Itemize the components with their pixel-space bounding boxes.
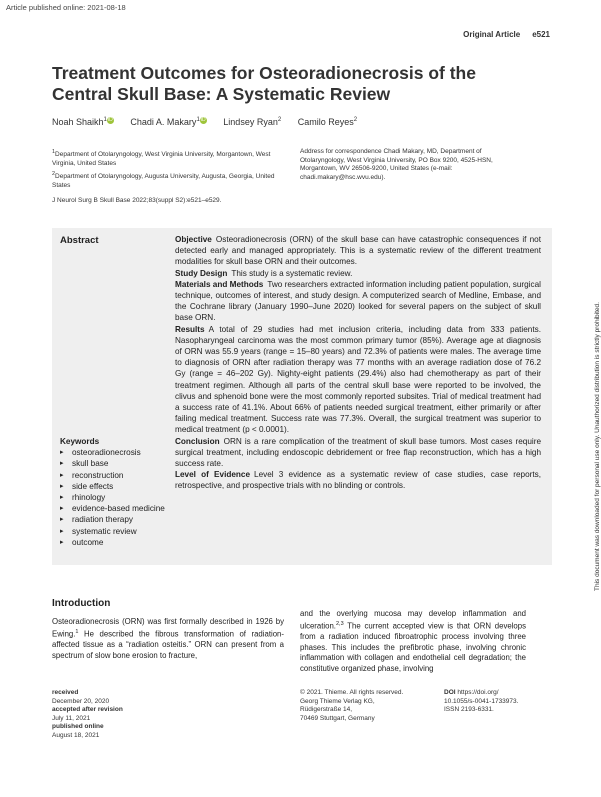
section-label: Level of Evidence (175, 470, 251, 480)
introduction-column-left (52, 617, 284, 661)
section-text: Osteoradionecrosis (ORN) of the skull base can have catastrophic consequences if not detected early and managed appropriately. This is a systematic review of the different treatment modalities for skull base ORN and their outcomes. (175, 235, 541, 267)
accepted-date: July 11, 2021 (52, 714, 91, 722)
journal-citation: J Neurol Surg B Skull Base 2022;83(suppl S2):e521–e529. (52, 197, 222, 204)
keyword[interactable]: ▸ osteoradionecrosis (60, 447, 172, 458)
doi-number[interactable]: 10.1055/s-0041-1733973. (444, 697, 519, 705)
section-text: This study is a systematic review. (231, 268, 353, 278)
reference-mark[interactable]: 1 (75, 629, 79, 636)
affiliation (52, 148, 282, 168)
author-name: Noah Shaikh (52, 117, 104, 127)
abstract-heading: Abstract (60, 235, 99, 246)
body-text: and the overlying mucosa may develop inflammation and ulceration. (300, 609, 526, 631)
abstract-objective (175, 234, 541, 268)
keyword[interactable]: ▸ evidence-based medicine (60, 503, 172, 514)
keyword[interactable]: ▸ systematic review (60, 526, 172, 537)
author[interactable] (52, 117, 114, 127)
received-label: received (52, 689, 79, 696)
section-text: A total of 29 studies had met inclusion criteria, including data from 333 patients. Nasopharyngeal carcinoma was the most common primary tumor (85%). Average age at diagnosis of ORN was 55.9 years (range = 15–80 years) and 72.3% of patients were males. The average time to diagnosis of ORN after radiation therapy was 77 months with an average radiation dose of 76.2 Gy (range = 46–202 Gy). Nighty-eight patients (29.4%) also had chemotherapy as part of their treatment regimen. Although all parts of the central skull base were reported to be involved, the clivus and sphenoid bone were the most commonly reported subsites. Trial of medical treatment had a success rate of 41.1%. About 66% of patients needed surgical treatment, either primarily or after failing medical treatment. Success rate was 77.3%. Overall, the surgical treatment was superior to medical treatment (p < 0.0001). (175, 324, 541, 435)
abstract-conclusion (175, 436, 541, 470)
author-name: Lindsey Ryan (223, 117, 278, 127)
online-label: published online (52, 723, 104, 731)
publisher-street: Rüdigerstraße 14, (300, 706, 353, 714)
body-text: The current accepted view is that ORN develops from a radiation induced fibroatrophic process involving three phases. This includes the prefibrotic phase, involving chronic inflammation with collagen and endothelial cell degradation; the constitutive organized phase, involving (300, 622, 526, 673)
abstract-evidence (175, 469, 541, 491)
correspondence-address: Address for correspondence Chadi Makary, MD, Department of Otolaryngology, West Virginia University, PO Box 9200, 4525-HSN, Morgantown, WV 26506-9200, United States (e-mail: chadi.makary@hsc.wvu.edu). (300, 148, 493, 181)
article-dates (52, 689, 123, 741)
copyright-line: © 2021. Thieme. All rights reserved. (300, 689, 404, 696)
affiliation-mark: 2 (52, 171, 56, 178)
section-label: Conclusion (175, 436, 220, 446)
body-text: He described the fibrous transformation of radiation-affected tissue as a “radiation osteitis.” ORN can present from a spectrum of slow bone erosion to fracture, (52, 630, 284, 660)
doi-url[interactable]: https://doi.org/ (457, 689, 499, 696)
section-text: Level 3 evidence as a systematic review of case studies, case reports, retrospective, and prospective trials with no blinding or controls. (175, 470, 541, 491)
keyword[interactable]: ▸ reconstruction (60, 470, 172, 481)
section-label: Original Article (463, 30, 521, 39)
author-affiliation-mark: 1 (103, 117, 107, 123)
doi-info (444, 689, 518, 715)
author-affiliation-mark: 2 (277, 117, 282, 123)
author[interactable] (223, 117, 281, 127)
author[interactable] (298, 117, 357, 127)
section-label: Study Design (175, 268, 228, 278)
keywords-heading: Keywords (60, 437, 100, 446)
download-notice-text: This document was downloaded for personal use only. Unauthorized distribution is strictly prohibited. (594, 302, 601, 591)
affiliation-text: Department of Otolaryngology, West Virginia University, Morgantown, West Virginia, United States (52, 151, 271, 167)
author-affiliation-mark: 1 (196, 117, 200, 123)
publication-date-banner: Article published online: 2021-08-18 (6, 3, 126, 12)
publisher-info (300, 689, 403, 723)
affiliation (52, 170, 282, 190)
author-name: Camilo Reyes (297, 117, 354, 127)
section-text: Two researchers extracted information including patient population, surgical technique, outcomes of interest, and study design. A computerized search of Medline, Embase, and the Cochrane library (January 1990–June 2020) looked for several papers on the subject of skull base ORN. (175, 279, 541, 323)
affiliation-mark: 1 (52, 149, 56, 155)
abstract-methods (175, 279, 541, 324)
online-date: August 18, 2021 (52, 731, 100, 739)
doi-label: DOI (444, 689, 456, 696)
publisher-city: 70469 Stuttgart, Germany (300, 714, 375, 722)
article-title: Treatment Outcomes for Osteoradionecrosis of the Central Skull Base: A Systematic Review (52, 63, 476, 104)
author-affiliation-mark: 2 (353, 117, 358, 123)
received-date: December 20, 2020 (52, 697, 110, 705)
keyword[interactable]: ▸ rhinology (60, 492, 172, 503)
section-text: ORN is a rare complication of the treatment of skull base tumors. Most cases require surgical treatment, including endoscopic debridement or free flap reconstruction, which has a high success rate. (175, 436, 541, 469)
keywords-panel (60, 436, 172, 548)
abstract-design (175, 268, 541, 279)
keyword[interactable]: ▸ skull base (60, 458, 172, 469)
publisher-name: Georg Thieme Verlag KG, (300, 697, 375, 705)
accepted-label: accepted after revision (52, 706, 123, 714)
author[interactable] (130, 117, 206, 127)
section-label: Objective (175, 235, 212, 244)
keywords-list (60, 447, 172, 548)
abstract-results (175, 324, 541, 436)
section-label: Results (175, 324, 205, 334)
introduction-heading: Introduction (52, 598, 111, 609)
introduction-column-right (300, 609, 526, 674)
section-label: Materials and Methods (175, 279, 264, 289)
body-text: Osteoradionecrosis (ORN) was first formally described in 1926 by Ewing. (52, 617, 284, 639)
keyword[interactable]: ▸ outcome (60, 537, 172, 548)
keyword[interactable]: ▸ radiation therapy (60, 514, 172, 525)
reference-mark[interactable]: 2,3 (335, 621, 344, 628)
page-number: e521 (532, 30, 550, 39)
affiliation-text: Department of Otolaryngology, Augusta University, Augusta, Georgia, United States (52, 173, 275, 190)
orcid-icon[interactable]: iD (200, 117, 206, 123)
keyword[interactable]: ▸ side effects (60, 481, 172, 492)
issn: ISSN 2193-6331. (444, 706, 494, 714)
abstract-body (175, 234, 541, 492)
author-name: Chadi A. Makary (130, 117, 197, 127)
orcid-icon[interactable]: iD (108, 117, 113, 123)
author-list (52, 117, 371, 127)
running-header (463, 30, 550, 39)
download-notice (585, 233, 601, 591)
affiliations (52, 148, 282, 193)
